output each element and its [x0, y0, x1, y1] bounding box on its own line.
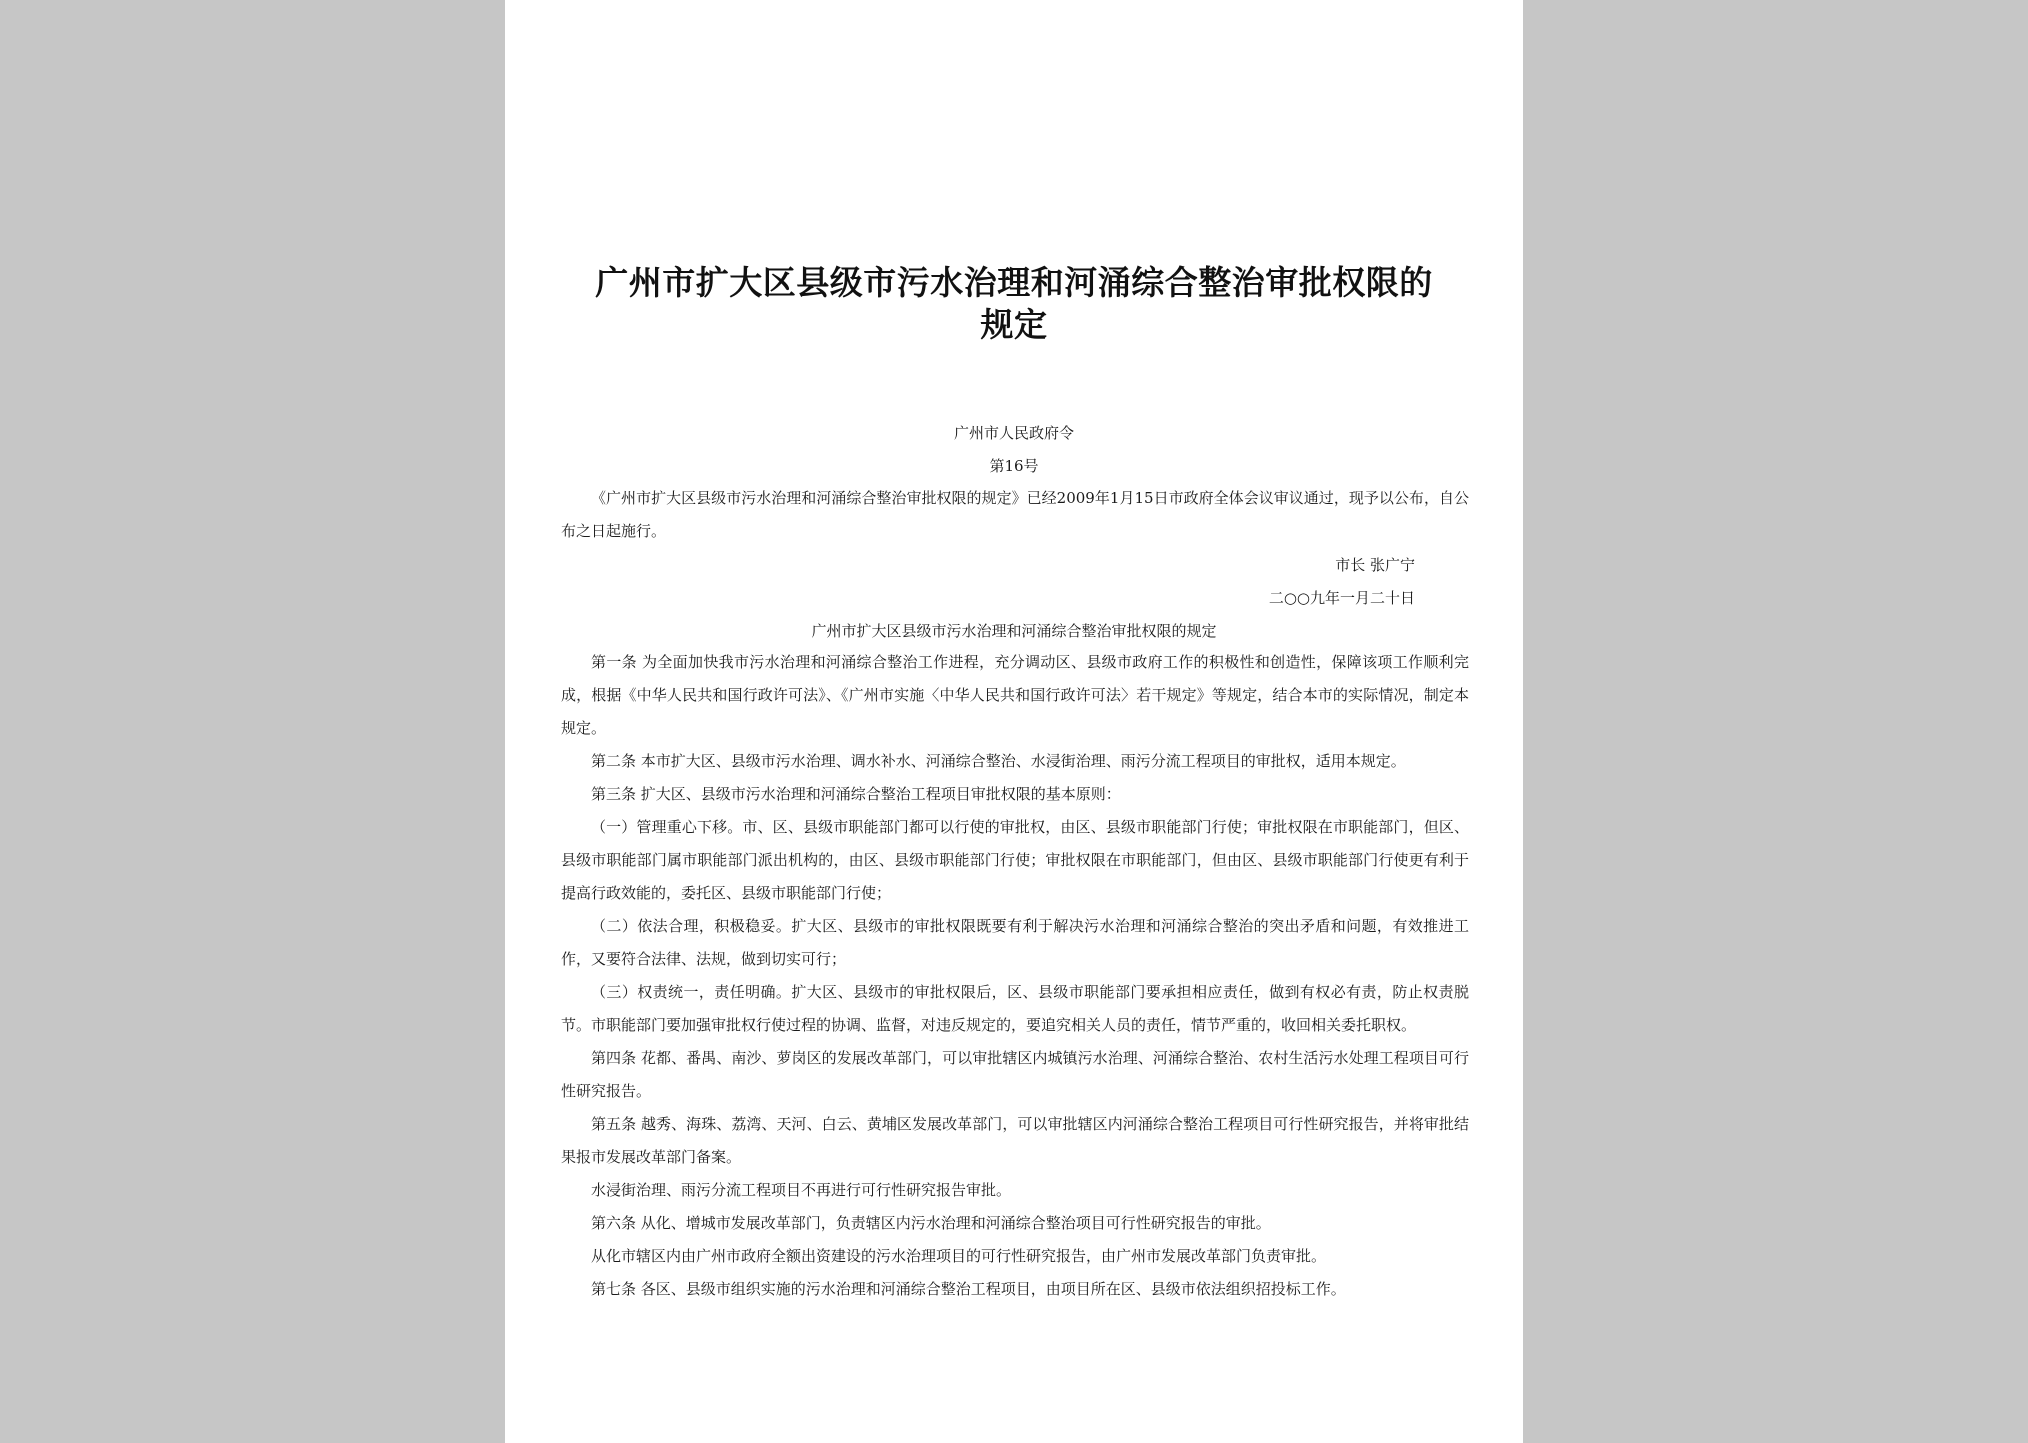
article-4: 第四条 花都、番禺、南沙、萝岗区的发展改革部门，可以审批辖区内城镇污水治理、河涌综合整治、农村生活污水处理工程项目可行性研究报告。 — [561, 1049, 1469, 1100]
signature: 市长 张广宁 — [1335, 556, 1415, 574]
article-5-para-2: 水浸街治理、雨污分流工程项目不再进行可行性研究报告审批。 — [591, 1181, 1012, 1199]
article-6-para-2: 从化市辖区内由广州市政府全额出资建设的污水治理项目的可行性研究报告，由广州市发展改革部门负责审批。 — [591, 1247, 1327, 1265]
article-2: 第二条 本市扩大区、县级市污水治理、调水补水、河涌综合整治、水浸街治理、雨污分流工程项目的审批权，适用本规定。 — [591, 752, 1406, 770]
article-3: 第三条 扩大区、县级市污水治理和河涌综合整治工程项目审批权限的基本原则： — [591, 785, 1121, 803]
article-6: 第六条 从化、增城市发展改革部门，负责辖区内污水治理和河涌综合整治项目可行性研究报告的审批。 — [591, 1214, 1271, 1232]
article-5: 第五条 越秀、海珠、荔湾、天河、白云、黄埔区发展改革部门，可以审批辖区内河涌综合整治工程项目可行性研究报告，并将审批结果报市发展改革部门备案。 — [561, 1115, 1469, 1166]
document-title: 广州市扩大区县级市污水治理和河涌综合整治审批权限的规定 — [595, 263, 1433, 344]
article-3-item-3: （三）权责统一，责任明确。扩大区、县级市的审批权限后，区、县级市职能部门要承担相应责任，做到有权必有责，防止权责脱节。市职能部门要加强审批权行使过程的协调、监督，对违反规定的，要追究相关人员的责任，情节严重的，收回相关委托职权。 — [561, 983, 1469, 1034]
issuer-line: 广州市人民政府令 — [953, 424, 1074, 442]
article-7: 第七条 各区、县级市组织实施的污水治理和河涌综合整治工程项目，由项目所在区、县级市依法组织招投标工作。 — [591, 1280, 1346, 1298]
articles-body — [561, 646, 1469, 1306]
order-number: 第16号 — [989, 457, 1039, 475]
article-1: 第一条 为全面加快我市污水治理和河涌综合整治工作进程，充分调动区、县级市政府工作的积极性和创造性，保障该项工作顺利完成，根据《中华人民共和国行政许可法》、《广州市实施〈中华人民共和国行政许可法〉若干规定》等规定，结合本市的实际情况，制定本规定。 — [561, 653, 1469, 737]
regulation-subtitle: 广州市扩大区县级市污水治理和河涌综合整治审批权限的规定 — [811, 622, 1217, 640]
article-3-item-1: （一）管理重心下移。市、区、县级市职能部门都可以行使的审批权，由区、县级市职能部门行使；审批权限在市职能部门，但区、县级市职能部门属市职能部门派出机构的，由区、县级市职能部门行使；审批权限在市职能部门，但由区、县级市职能部门行使更有利于提高行政效能的，委托区、县级市职能部门行使； — [561, 818, 1469, 902]
date: 二○○九年一月二十日 — [1268, 589, 1415, 607]
article-3-item-2: （二）依法合理，积极稳妥。扩大区、县级市的审批权限既要有利于解决污水治理和河涌综合整治的突出矛盾和问题，有效推进工作，又要符合法律、法规，做到切实可行； — [561, 917, 1469, 968]
document-page — [505, 0, 1523, 1443]
promulgation-paragraph — [561, 482, 1469, 548]
promulgation-text: 《广州市扩大区县级市污水治理和河涌综合整治审批权限的规定》已经2009年1月15日市政府全体会议审议通过，现予以公布，自公布之日起施行。 — [561, 489, 1469, 540]
